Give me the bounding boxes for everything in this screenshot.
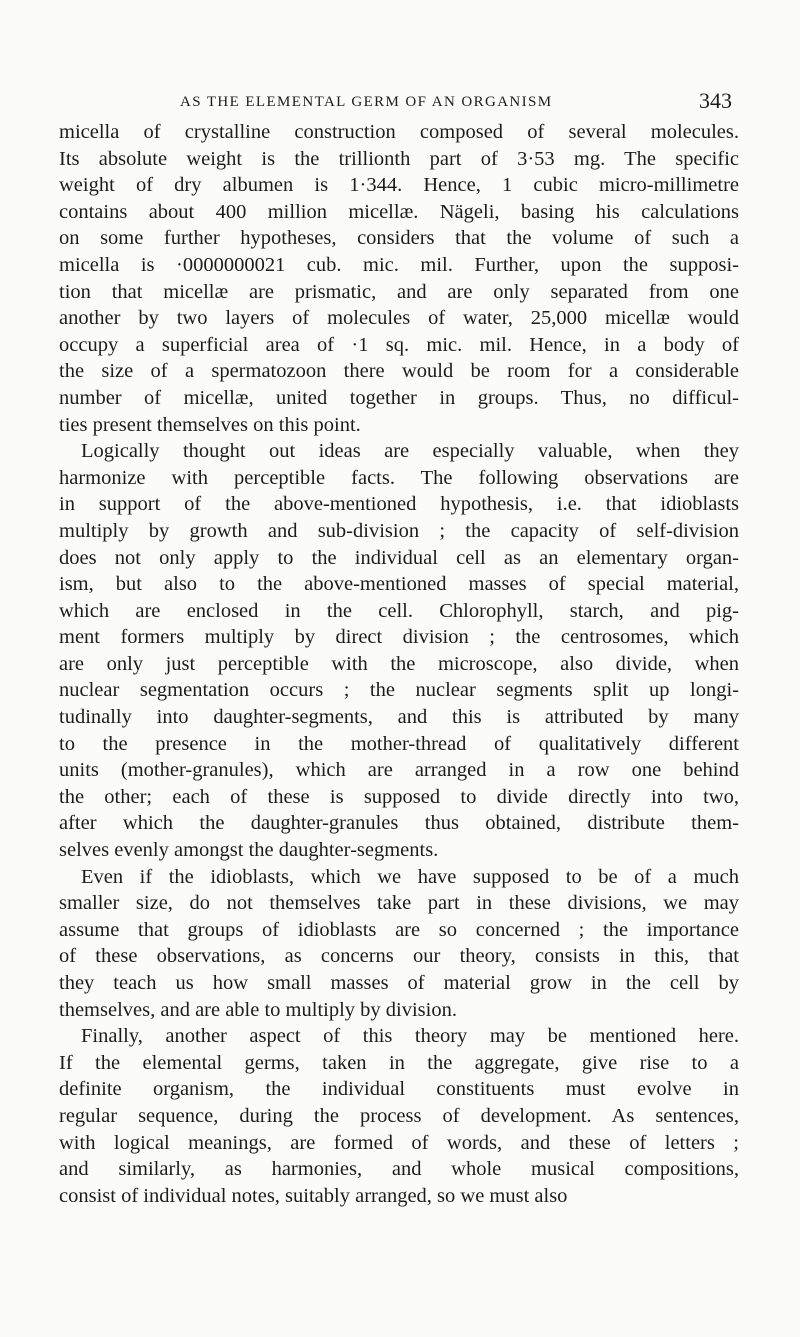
- text-line: tudinally into daughter-segments, and this is attributed by many: [59, 706, 739, 729]
- text-line: multiply by growth and sub-division ; the capacity of self-division: [59, 519, 739, 542]
- page-header: [60, 90, 740, 118]
- text-line: to the presence in the mother-thread of qualitatively different: [59, 732, 739, 755]
- text-line: Its absolute weight is the trillionth part of 3·53 mg. The specific: [59, 147, 739, 170]
- text-line: micella is ·0000000021 cub. mic. mil. Further, upon the supposi-: [59, 253, 739, 276]
- text-line: nuclear segmentation occurs ; the nuclear segments split up longi-: [59, 679, 739, 702]
- paragraph: [59, 119, 739, 438]
- text-line: themselves, and are able to multiply by division.: [59, 998, 457, 1021]
- text-line: the size of a spermatozoon there would be room for a considerable: [59, 360, 739, 383]
- text-line: ism, but also to the above-mentioned masses of special material,: [59, 573, 739, 596]
- text-line: units (mother-granules), which are arranged in a row one behind: [59, 759, 739, 782]
- text-line: after which the daughter-granules thus obtained, distribute them-: [59, 812, 739, 835]
- text-line: contains about 400 million micellæ. Nägeli, basing his calculations: [59, 200, 739, 223]
- running-head: AS THE ELEMENTAL GERM OF AN ORGANISM: [180, 94, 553, 110]
- text-line: Finally, another aspect of this theory may be mentioned here.: [81, 1025, 739, 1048]
- page-number: 343: [699, 88, 732, 113]
- text-line: another by two layers of molecules of water, 25,000 micellæ would: [59, 307, 739, 330]
- text-line: ment formers multiply by direct division ; the centrosomes, which: [59, 626, 739, 649]
- text-line: smaller size, do not themselves take part in these divisions, we may: [59, 892, 739, 915]
- text-line: tion that micellæ are prismatic, and are only separated from one: [59, 280, 739, 303]
- text-line: with logical meanings, are formed of words, and these of letters ;: [59, 1131, 739, 1154]
- text-line: weight of dry albumen is 1·344. Hence, 1 cubic micro-millimetre: [59, 174, 739, 197]
- text-line: on some further hypotheses, considers that the volume of such a: [59, 227, 739, 250]
- text-line: which are enclosed in the cell. Chlorophyll, starch, and pig-: [59, 599, 739, 622]
- text-line: and similarly, as harmonies, and whole musical compositions,: [59, 1158, 739, 1181]
- text-line: in support of the above-mentioned hypothesis, i.e. that idioblasts: [59, 493, 739, 516]
- text-line: regular sequence, during the process of development. As sentences,: [59, 1104, 739, 1127]
- text-line: Even if the idioblasts, which we have supposed to be of a much: [81, 865, 739, 888]
- text-line: If the elemental germs, taken in the aggregate, give rise to a: [59, 1051, 739, 1074]
- text-line: does not only apply to the individual cell as an elementary organ-: [59, 546, 739, 569]
- text-line: definite organism, the individual constituents must evolve in: [59, 1078, 739, 1101]
- text-line: micella of crystalline construction composed of several molecules.: [59, 121, 739, 143]
- paragraph: [59, 864, 739, 1024]
- text-line: selves evenly amongst the daughter-segments.: [59, 839, 439, 862]
- text-line: the other; each of these is supposed to divide directly into two,: [59, 785, 739, 808]
- text-line: are only just perceptible with the microscope, also divide, when: [59, 652, 739, 675]
- text-line: harmonize with perceptible facts. The following observations are: [59, 466, 739, 489]
- text-line: they teach us how small masses of material grow in the cell by: [59, 972, 739, 994]
- text-line: Logically thought out ideas are especially valuable, when they: [81, 440, 739, 463]
- text-line: number of micellæ, united together in groups. Thus, no difficul-: [59, 386, 739, 409]
- text-line: of these observations, as concerns our theory, consists in this, that: [59, 945, 739, 968]
- paragraph: [59, 438, 739, 864]
- text-line: assume that groups of idioblasts are so concerned ; the importance: [59, 918, 739, 941]
- text-line: ties present themselves on this point.: [59, 413, 361, 436]
- body-text: [59, 119, 739, 1209]
- text-line: consist of individual notes, suitably arranged, so we must also: [59, 1184, 568, 1207]
- text-line: occupy a superficial area of ·1 sq. mic. mil. Hence, in a body of: [59, 333, 739, 356]
- paragraph: [59, 1023, 739, 1209]
